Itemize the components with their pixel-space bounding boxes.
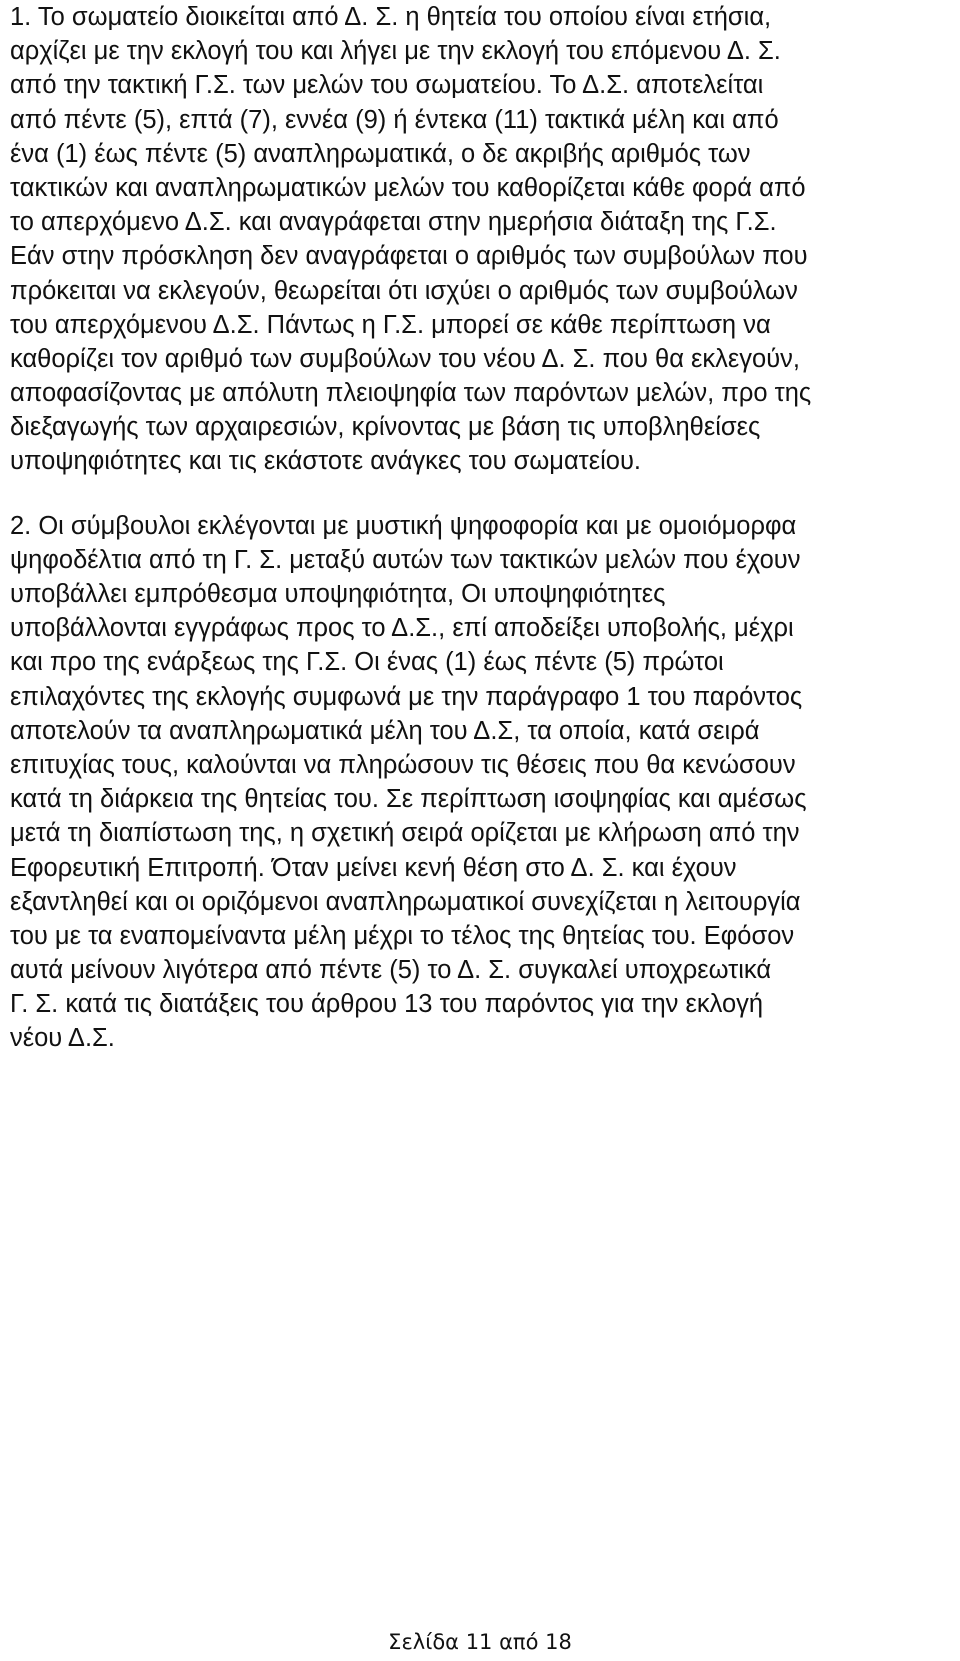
text-line: υποβάλλονται εγγράφως προς το Δ.Σ., επί αποδείξει υποβολής, μέχρι	[10, 614, 794, 643]
text-line: 2. Οι σύμβουλοι εκλέγονται με μυστική ψηφοφορία και με ομοιόμορφα	[10, 511, 797, 540]
paragraph-1	[10, 0, 950, 479]
text-line: εξαντληθεί και οι οριζόμενοι αναπληρωματικοί συνεχίζεται η λειτουργία	[10, 887, 801, 916]
page-number-label: Σελίδα 11 από 18	[388, 1630, 572, 1654]
text-line: του απερχόμενου Δ.Σ. Πάντως η Γ.Σ. μπορεί σε κάθε περίπτωση να	[10, 310, 771, 339]
text-line: μετά τη διαπίστωση της, η σχετική σειρά ορίζεται με κλήρωση από την	[10, 819, 800, 848]
text-line: καθορίζει τον αριθμό των συμβούλων του νέου Δ. Σ. που θα εκλεγούν,	[10, 344, 800, 373]
document-body	[10, 0, 950, 1056]
text-line: Εάν στην πρόσκληση δεν αναγράφεται ο αριθμός των συμβούλων που	[10, 242, 808, 271]
text-line: από πέντε (5), επτά (7), εννέα (9) ή έντεκα (11) τακτικά μέλη και από	[10, 105, 779, 134]
text-line: διεξαγωγής των αρχαιρεσιών, κρίνοντας με βάση τις υποβληθείσες	[10, 413, 761, 442]
text-line: κατά τη διάρκεια της θητείας του. Σε περίπτωση ισοψηφίας και αμέσως	[10, 785, 807, 814]
text-line: αρχίζει με την εκλογή του και λήγει με την εκλογή του επόμενου Δ. Σ.	[10, 37, 781, 66]
text-line: αποφασίζοντας με απόλυτη πλειοψηφία των παρόντων μελών, προ της	[10, 379, 812, 408]
text-line: επιλαχόντες της εκλογής συμφωνά με την παράγραφο 1 του παρόντος	[10, 682, 803, 711]
text-line: ψηφοδέλτια από τη Γ. Σ. μεταξύ αυτών των τακτικών μελών που έχουν	[10, 545, 801, 574]
text-line: του με τα εναπομείναντα μέλη μέχρι το τέλος της θητείας του. Εφόσον	[10, 921, 795, 950]
text-line: πρόκειται να εκλεγούν, θεωρείται ότι ισχύει ο αριθμός των συμβούλων	[10, 276, 798, 305]
page-footer	[0, 1628, 960, 1656]
text-line: νέου Δ.Σ.	[10, 1024, 115, 1053]
text-line: υποψηφιότητες και τις εκάστοτε ανάγκες του σωματείου.	[10, 447, 642, 476]
paragraph-2	[10, 509, 950, 1056]
text-line: αποτελούν τα αναπληρωματικά μέλη του Δ.Σ, τα οποία, κατά σειρά	[10, 716, 760, 745]
text-line: από την τακτική Γ.Σ. των μελών του σωματείου. Το Δ.Σ. αποτελείται	[10, 71, 764, 100]
text-line: ένα (1) έως πέντε (5) αναπληρωματικά, ο δε ακριβής αριθμός των	[10, 139, 751, 168]
text-line: Γ. Σ. κατά τις διατάξεις του άρθρου 13 του παρόντος για την εκλογή	[10, 990, 764, 1019]
text-line: 1. Το σωματείο διοικείται από Δ. Σ. η θητεία του οποίου είναι ετήσια,	[10, 3, 772, 31]
text-line: αυτά μείνουν λιγότερα από πέντε (5) το Δ. Σ. συγκαλεί υποχρεωτικά	[10, 956, 772, 985]
text-line: Εφορευτική Επιτροπή. Όταν μείνει κενή θέση στο Δ. Σ. και έχουν	[10, 853, 737, 882]
text-line: και προ της ενάρξεως της Γ.Σ. Οι ένας (1) έως πέντε (5) πρώτοι	[10, 648, 724, 677]
text-line: υποβάλλει εμπρόθεσμα υποψηφιότητα, Οι υποψηφιότητες	[10, 580, 666, 608]
text-line: τακτικών και αναπληρωματικών μελών του καθορίζεται κάθε φορά από	[10, 173, 806, 202]
text-line: επιτυχίας τους, καλούνται να πληρώσουν τις θέσεις που θα κενώσουν	[10, 750, 796, 779]
text-line: το απερχόμενο Δ.Σ. και αναγράφεται στην ημερήσια διάταξη της Γ.Σ.	[10, 208, 777, 237]
